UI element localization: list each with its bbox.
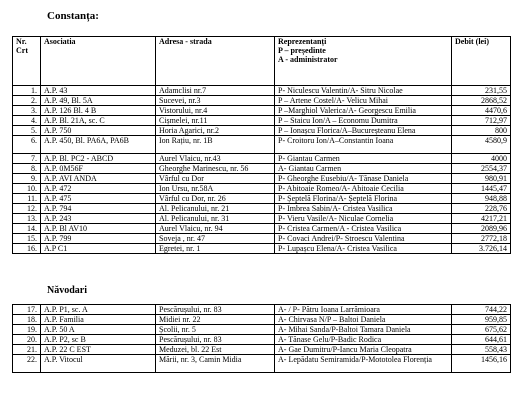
- row-debit: 4000: [452, 154, 511, 164]
- row-reprezentanti: A- Mihai Sanda/P-Baltoi Tamara Daniela: [275, 325, 452, 335]
- table-row: [13, 345, 511, 355]
- row-number: 16.: [13, 244, 41, 254]
- section-heading-constanta: Constanța:: [47, 10, 99, 22]
- col-header-nr: Nr. Crt: [13, 37, 41, 86]
- row-number: 17.: [13, 305, 41, 315]
- row-debit: 712,97: [452, 116, 511, 126]
- row-adresa: Horia Agarici, nr.2: [156, 126, 275, 136]
- row-asociatia: A.P. 794: [41, 204, 156, 214]
- table-row: [13, 355, 511, 373]
- row-asociatia: A.P. Vitocul: [41, 355, 156, 373]
- row-asociatia: A.P. 243: [41, 214, 156, 224]
- row-adresa: Al. Pelicanului, nr. 31: [156, 214, 275, 224]
- row-number: 10.: [13, 184, 41, 194]
- row-asociatia: A.P. P1, sc. A: [41, 305, 156, 315]
- table-row: [13, 305, 511, 315]
- table-row: [13, 224, 511, 234]
- row-reprezentanti: P – Staicu Ion/A – Economu Dumitra: [275, 116, 452, 126]
- row-asociatia: A.P. 799: [41, 234, 156, 244]
- row-adresa: Meduzei, bl. 22 Est: [156, 345, 275, 355]
- row-asociatia: A.P. 43: [41, 86, 156, 96]
- table-row: [13, 194, 511, 204]
- row-number: 14.: [13, 224, 41, 234]
- table-row: [13, 164, 511, 174]
- row-reprezentanti: P- Gheorghe Eusebiu/A- Tănase Daniela: [275, 174, 452, 184]
- row-adresa: Mării, nr. 3, Camin Midia: [156, 355, 275, 373]
- row-debit: 980,91: [452, 174, 511, 184]
- row-number: 12.: [13, 204, 41, 214]
- table-row: [13, 214, 511, 224]
- row-asociatia: A.P. 0M56F: [41, 164, 156, 174]
- row-debit: 558,43: [452, 345, 511, 355]
- row-debit: 4470,6: [452, 106, 511, 116]
- row-debit: 800: [452, 126, 511, 136]
- table-row: [13, 174, 511, 184]
- section-heading-navodari: Năvodari: [47, 285, 87, 296]
- row-asociatia: A.P. AVI ANDA: [41, 174, 156, 184]
- row-reprezentanti: P –Marghiol Valerica/A- Georgescu Emilia: [275, 106, 452, 116]
- row-adresa: Cișmelei, nr.11: [156, 116, 275, 126]
- table-row: [13, 204, 511, 214]
- row-number: 9.: [13, 174, 41, 184]
- row-adresa: Vârful cu Dor, nr. 26: [156, 194, 275, 204]
- row-debit: 2554,37: [452, 164, 511, 174]
- table-row: [13, 154, 511, 164]
- row-adresa: Pescărușului, nr. 83: [156, 305, 275, 315]
- row-debit: 4580,9: [452, 136, 511, 154]
- row-debit: 948,88: [452, 194, 511, 204]
- row-debit: 675,62: [452, 325, 511, 335]
- row-number: 1.: [13, 86, 41, 96]
- table-row: [13, 96, 511, 106]
- row-adresa: Vârful cu Dor: [156, 174, 275, 184]
- row-reprezentanti: A- Lepădatu Semiramida/P-Mototolea Florenția: [275, 355, 452, 373]
- row-debit: 644,61: [452, 335, 511, 345]
- row-adresa: Aurel Vlaicu, nr. 94: [156, 224, 275, 234]
- row-number: 7.: [13, 154, 41, 164]
- table-row: [13, 184, 511, 194]
- row-number: 19.: [13, 325, 41, 335]
- row-adresa: Aurel Vlaicu, nr.43: [156, 154, 275, 164]
- row-reprezentanti: P- Croitoru Ion/A–Constantin Ioana: [275, 136, 452, 154]
- row-debit: 1445,47: [452, 184, 511, 194]
- table-row: [13, 325, 511, 335]
- row-reprezentanti: P- Imbrea Sabin/A- Cristea Vasilica: [275, 204, 452, 214]
- row-debit: 228,76: [452, 204, 511, 214]
- table-row: [13, 126, 511, 136]
- row-asociatia: A.P. 450, Bl. PA6A, PA6B: [41, 136, 156, 154]
- row-reprezentanti: P- Covaci Andrei/P- Stroescu Valentina: [275, 234, 452, 244]
- row-asociatia: A.P. 475: [41, 194, 156, 204]
- row-number: 18.: [13, 315, 41, 325]
- row-reprezentanti: P- Șeptelă Florina/A- Șeptelă Florina: [275, 194, 452, 204]
- col-header-debit: Debit (lei): [452, 37, 511, 86]
- row-asociatia: A.P. Bl. PC2 - ABCD: [41, 154, 156, 164]
- row-asociatia: A.P. 49, Bl. 5A: [41, 96, 156, 106]
- row-reprezentanti: P- Cristea Carmen/A - Cristea Vasilica: [275, 224, 452, 234]
- row-adresa: Adamclisi nr.7: [156, 86, 275, 96]
- row-adresa: Ion Ursu, nr.58A: [156, 184, 275, 194]
- row-debit: 959,85: [452, 315, 511, 325]
- associations-table-constanta: [12, 36, 511, 254]
- row-reprezentanti: A- / P- Pătru Ioana Larrămioara: [275, 305, 452, 315]
- row-number: 11.: [13, 194, 41, 204]
- row-reprezentanti: P – Artene Costel/A- Velicu Mihai: [275, 96, 452, 106]
- table-row: [13, 244, 511, 254]
- row-debit: 2868,52: [452, 96, 511, 106]
- table-header-row: [13, 37, 511, 86]
- row-debit: 2772,18: [452, 234, 511, 244]
- row-debit: 3.726,14: [452, 244, 511, 254]
- row-number: 20.: [13, 335, 41, 345]
- row-number: 2.: [13, 96, 41, 106]
- row-asociatia: A.P. P2, sc B: [41, 335, 156, 345]
- row-debit: 2089,96: [452, 224, 511, 234]
- row-asociatia: A.P. 750: [41, 126, 156, 136]
- row-asociatia: A.P. 472: [41, 184, 156, 194]
- row-asociatia: A.P C1: [41, 244, 156, 254]
- row-reprezentanti: A- Gae Dumitru/P-Iancu Maria Cleopatra: [275, 345, 452, 355]
- col-header-adresa: Adresa - strada: [156, 37, 275, 86]
- row-adresa: Egretei, nr. 1: [156, 244, 275, 254]
- row-debit: 231,55: [452, 86, 511, 96]
- row-number: 8.: [13, 164, 41, 174]
- row-reprezentanti: P- Niculescu Valentin/A- Sitru Nicolae: [275, 86, 452, 96]
- row-adresa: Pescărușului, nr. 83: [156, 335, 275, 345]
- row-number: 15.: [13, 234, 41, 244]
- row-adresa: Ion Rațiu, nr. 1B: [156, 136, 275, 154]
- table-row: [13, 106, 511, 116]
- row-number: 5.: [13, 126, 41, 136]
- associations-table-navodari: [12, 304, 511, 373]
- row-adresa: Midiei nr. 22: [156, 315, 275, 325]
- row-debit: 744,22: [452, 305, 511, 315]
- row-asociatia: A.P. Familia: [41, 315, 156, 325]
- row-reprezentanti: P- Vieru Vasile/A- Niculae Cornelia: [275, 214, 452, 224]
- table-row: [13, 335, 511, 345]
- row-debit: 1456,16: [452, 355, 511, 373]
- row-reprezentanti: A- Tănase Gelu/P-Badic Rodica: [275, 335, 452, 345]
- row-reprezentanti: P- Lupașcu Elena/A- Cristea Vasilica: [275, 244, 452, 254]
- row-reprezentanti: A- Giantau Carmen: [275, 164, 452, 174]
- row-number: 4.: [13, 116, 41, 126]
- row-adresa: Gheorghe Marinescu, nr. 56: [156, 164, 275, 174]
- table-row: [13, 315, 511, 325]
- table-row: [13, 234, 511, 244]
- row-number: 6.: [13, 136, 41, 154]
- row-adresa: Soveja , nr. 47: [156, 234, 275, 244]
- col-header-reprezentanti: Reprezentanți P – președinte A - administrator: [275, 37, 452, 86]
- row-reprezentanti: P- Giantau Carmen: [275, 154, 452, 164]
- row-reprezentanti: P- Abitoaie Romeo/A- Abitoaie Cecilia: [275, 184, 452, 194]
- row-adresa: Vistorului, nr.4: [156, 106, 275, 116]
- row-debit: 4217,21: [452, 214, 511, 224]
- col-header-asociatia: Asociatia: [41, 37, 156, 86]
- row-adresa: Școlii, nr. 5: [156, 325, 275, 335]
- row-adresa: Sucevei, nr.3: [156, 96, 275, 106]
- row-number: 22.: [13, 355, 41, 373]
- row-asociatia: A.P. 50 A: [41, 325, 156, 335]
- row-number: 13.: [13, 214, 41, 224]
- table-row: [13, 136, 511, 154]
- row-asociatia: A.P. Bl AV10: [41, 224, 156, 234]
- row-adresa: Al. Pelicanului, nr. 21: [156, 204, 275, 214]
- row-asociatia: A.P. 126 Bl. 4 B: [41, 106, 156, 116]
- row-reprezentanti: P – Ionașcu Florica/A–Bucureșteanu Elena: [275, 126, 452, 136]
- table-row: [13, 86, 511, 96]
- row-reprezentanti: A- Chirvasa N/P – Baltoi Daniela: [275, 315, 452, 325]
- table-row: [13, 116, 511, 126]
- row-asociatia: A.P. Bl. 21A, sc. C: [41, 116, 156, 126]
- row-number: 21.: [13, 345, 41, 355]
- row-asociatia: A.P. 22 C EST: [41, 345, 156, 355]
- row-number: 3.: [13, 106, 41, 116]
